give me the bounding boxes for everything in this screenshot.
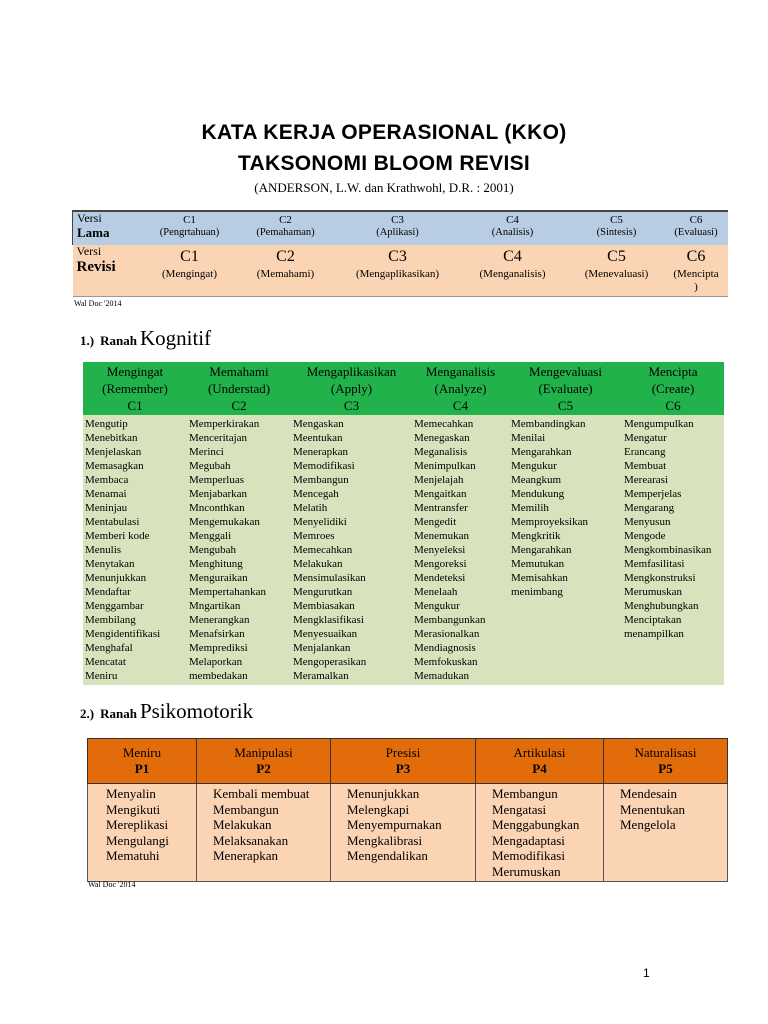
list-item: Membaca (85, 474, 129, 486)
list-item: Memperluas (189, 474, 244, 486)
list-item: Melakukan (293, 558, 343, 570)
list-item: Memasagkan (85, 460, 144, 472)
kognitif-column-header: Mencipta (Create) C6 (622, 362, 724, 415)
list-item: Meentukan (293, 432, 343, 444)
list-item: Mengkombinasikan (624, 544, 712, 556)
page-number: 1 (643, 966, 650, 980)
list-item: Menyalin (106, 786, 156, 801)
kognitif-column-header: Mengingat (Remember) C1 (83, 362, 187, 415)
list-item: Memfasilitasi (624, 558, 685, 570)
list-item: Menerangkan (189, 614, 250, 626)
kognitif-word-list (412, 415, 509, 685)
list-item: Mengarahkan (511, 446, 572, 458)
list-item: Mengurutkan (293, 586, 353, 598)
list-item: Menjelajah (414, 474, 464, 486)
versi-revisi-cell: C3 (Mengaplikasikan) (339, 245, 457, 297)
list-item: Merasionalkan (414, 628, 480, 640)
psikomotorik-word-list (476, 784, 604, 882)
list-item: Menulis (85, 544, 122, 556)
versi-lama-cell: C3 (Aplikasi) (339, 211, 457, 245)
list-item: Membangun (293, 474, 349, 486)
list-item: Kembali membuat (213, 786, 310, 801)
list-item: Memecahkan (414, 418, 474, 430)
section-kognitif-heading: 1.) Ranah Kognitif (80, 326, 212, 350)
list-item: Memberi kode (85, 530, 150, 542)
list-item: Merinci (189, 446, 224, 458)
kognitif-word-list (509, 415, 622, 685)
list-item: Meramalkan (293, 670, 349, 682)
psikomotorik-body-row (88, 784, 728, 882)
psikomotorik-header-row (88, 739, 728, 784)
list-item: Mentransfer (414, 502, 468, 514)
list-item: Menegaskan (414, 432, 470, 444)
list-item: Mengukur (414, 600, 460, 612)
list-item: Melakukan (213, 817, 272, 832)
list-item: Mengklasifikasi (293, 614, 364, 626)
psikomotorik-table (87, 738, 728, 882)
page-title-line2: TAKSONOMI BLOOM REVISI (237, 152, 531, 175)
list-item: Mnconthkan (189, 502, 245, 514)
list-item: Memproyeksikan (511, 516, 588, 528)
list-item: Memodifikasi (492, 848, 565, 863)
list-item: Mengutip (85, 418, 128, 430)
versi-lama-cell: C1 (Pengrtahuan) (147, 211, 233, 245)
list-item: Menafsirkan (189, 628, 245, 640)
list-item: Mengarahkan (511, 544, 572, 556)
list-item: Mengelola (620, 817, 676, 832)
list-item: Mengoreksi (414, 558, 467, 570)
list-item: Meniru (85, 670, 118, 682)
list-item: Menunjukkan (85, 572, 147, 584)
list-item: Mengkonstruksi (624, 572, 696, 584)
list-item: Mengukur (511, 460, 557, 472)
kognitif-table (83, 362, 724, 685)
kognitif-column-header: Memahami (Understad) C2 (187, 362, 291, 415)
page-title-line1: KATA KERJA OPERASIONAL (KKO) (201, 121, 567, 144)
list-item: Megubah (189, 460, 231, 472)
list-item: Melaksanakan (213, 832, 289, 848)
psikomotorik-word-list (604, 784, 728, 882)
psikomotorik-word-list (197, 784, 331, 882)
list-item: menampilkan (624, 628, 684, 640)
list-item: Meganalisis (414, 446, 468, 458)
list-item: Melaporkan (189, 656, 243, 668)
list-item: Menyempurnakan (347, 817, 442, 832)
list-item: Menimpulkan (414, 460, 476, 472)
versi-revisi-row (73, 245, 728, 297)
list-item: Menytakan (85, 558, 135, 570)
list-item: Menilai (511, 432, 546, 444)
versi-revisi-cell: C6 (Mencipta ) (665, 245, 728, 297)
list-item: Memodifikasi (293, 460, 355, 472)
list-item: Mendukung (511, 488, 565, 500)
psikomotorik-column-header: Naturalisasi P5 (604, 739, 728, 784)
list-item: Membuat (624, 460, 667, 472)
list-item: Menunjukkan (347, 786, 420, 801)
list-item: Meninjau (85, 502, 128, 514)
list-item: Menebitkan (85, 432, 138, 444)
list-item: Mengkalibrasi (347, 832, 423, 848)
list-item: Menghafal (85, 642, 133, 654)
list-item: Erancang (624, 446, 666, 458)
list-item: Mencatat (85, 656, 126, 668)
list-item: Mengatur (624, 432, 667, 444)
list-item: Mendaftar (85, 586, 131, 598)
list-item: Memperkirakan (189, 418, 260, 430)
list-item: Mengadaptasi (492, 832, 565, 848)
list-item: Merearasi (624, 474, 668, 486)
list-item: Memecahkan (293, 544, 353, 556)
kognitif-column-header: Mengaplikasikan (Apply) C3 (291, 362, 412, 415)
list-item: menimbang (511, 586, 563, 598)
list-item: Memfokuskan (414, 656, 478, 668)
list-item: Mematuhi (106, 848, 160, 863)
versi-revisi-label: Versi Revisi (73, 245, 147, 297)
list-item: Menyusun (624, 516, 671, 528)
list-item: Menjalankan (293, 642, 351, 654)
list-item: Mensimulasikan (293, 572, 366, 584)
psikomotorik-footnote: Wal Doc '2014 (88, 880, 136, 889)
kognitif-column-header: Mengevaluasi (Evaluate) C5 (509, 362, 622, 415)
versi-lama-cell: C6 (Evaluasi) (665, 211, 728, 245)
list-item: Melatih (293, 502, 328, 514)
list-item: Menelaah (414, 586, 458, 598)
psikomotorik-column-header: Manipulasi P2 (197, 739, 331, 784)
list-item: Menyeleksi (414, 544, 466, 556)
versi-revisi-cell: C2 (Memahami) (233, 245, 339, 297)
psikomotorik-column-header: Presisi P3 (331, 739, 476, 784)
list-item: Menamai (85, 488, 127, 500)
list-item: Mencegah (293, 488, 339, 500)
list-item: Membandingkan (511, 418, 586, 430)
list-item: Mengikuti (106, 801, 161, 817)
psikomotorik-column-header: Artikulasi P4 (476, 739, 604, 784)
list-item: Mereplikasi (106, 817, 169, 832)
list-item: Memadukan (414, 670, 469, 682)
list-item: Memilih (511, 502, 549, 514)
kognitif-word-list (622, 415, 724, 685)
page-subtitle: (ANDERSON, L.W. dan Krathwohl, D.R. : 2001) (254, 180, 514, 195)
versi-footnote: Wal Doc '2014 (74, 299, 122, 308)
versi-lama-cell: C2 (Pemahaman) (233, 211, 339, 245)
kognitif-word-list (187, 415, 291, 685)
list-item: Merumuskan (492, 863, 561, 879)
versi-lama-row (73, 211, 728, 245)
versi-lama-cell: C4 (Analisis) (457, 211, 569, 245)
list-item: Mengedit (414, 516, 457, 528)
kognitif-header-row (83, 362, 724, 415)
list-item: Mendiagnosis (414, 642, 476, 654)
kognitif-word-list (83, 415, 187, 685)
list-item: Menguraikan (189, 572, 248, 584)
list-item: Mengubah (189, 544, 237, 556)
versi-revisi-cell: C4 (Menganalisis) (457, 245, 569, 297)
list-item: Memperjelas (624, 488, 682, 500)
list-item: Mempertahankan (189, 586, 266, 598)
list-item: Menentukan (620, 801, 685, 817)
list-item: Menjabarkan (189, 488, 248, 500)
list-item: Mentabulasi (85, 516, 140, 528)
list-item: Membangun (492, 786, 558, 801)
list-item: Menemukan (414, 530, 469, 542)
versi-table (72, 210, 728, 297)
list-item: Mengode (624, 530, 666, 542)
list-item: Mendeteksi (414, 572, 466, 584)
list-item: Mengatasi (492, 801, 547, 817)
list-item: Mengemukakan (189, 516, 260, 528)
versi-revisi-cell: C5 (Menevaluasi) (569, 245, 665, 297)
list-item: Mengendalikan (347, 848, 428, 863)
list-item: Mengoperasikan (293, 656, 367, 668)
list-item: Memprediksi (189, 642, 248, 654)
kognitif-word-list (291, 415, 412, 685)
list-item: Menceritajan (189, 432, 248, 444)
list-item: Menyesuaikan (293, 628, 358, 640)
versi-revisi-cell: C1 (Mengingat) (147, 245, 233, 297)
list-item: Mengidentifikasi (85, 628, 161, 640)
list-item: membedakan (189, 670, 248, 682)
list-item: Meangkum (511, 474, 562, 486)
list-item: Menghitung (189, 558, 243, 570)
list-item: Menciptakan (624, 614, 682, 626)
kognitif-column-header: Menganalisis (Analyze) C4 (412, 362, 509, 415)
list-item: Menggambar (85, 600, 144, 612)
list-item: Menyelidiki (293, 516, 347, 528)
list-item: Mengumpulkan (624, 418, 694, 430)
list-item: Mendesain (620, 786, 678, 801)
list-item: Menjelaskan (85, 446, 142, 458)
list-item: Mengarang (624, 502, 675, 514)
list-item: Mengulangi (106, 832, 169, 848)
list-item: Menghubungkan (624, 600, 699, 612)
list-item: Mengaitkan (414, 488, 467, 500)
versi-lama-cell: C5 (Sintesis) (569, 211, 665, 245)
list-item: Membilang (85, 614, 136, 626)
versi-lama-label: Versi Lama (73, 211, 147, 245)
psikomotorik-word-list (88, 784, 197, 882)
section-psikomotorik-heading: 2.) Ranah Psikomotorik (80, 699, 254, 723)
psikomotorik-word-list (331, 784, 476, 882)
list-item: Mngartikan (189, 600, 241, 612)
list-item: Memisahkan (511, 572, 568, 584)
list-item: Membangunkan (414, 614, 486, 626)
list-item: Membiasakan (293, 600, 355, 612)
list-item: Memroes (293, 530, 335, 542)
psikomotorik-column-header: Meniru P1 (88, 739, 197, 784)
list-item: Menggabungkan (492, 817, 580, 832)
list-item: Membangun (213, 801, 279, 817)
list-item: Memutukan (511, 558, 565, 570)
list-item: Merumuskan (624, 586, 683, 598)
list-item: Menggali (189, 530, 232, 542)
list-item: Melengkapi (347, 801, 410, 817)
list-item: Mengkritik (511, 530, 561, 542)
list-item: Menerapkan (213, 848, 278, 863)
kognitif-body-row (83, 415, 724, 685)
list-item: Menerapkan (293, 446, 348, 458)
list-item: Mengaskan (293, 418, 344, 430)
